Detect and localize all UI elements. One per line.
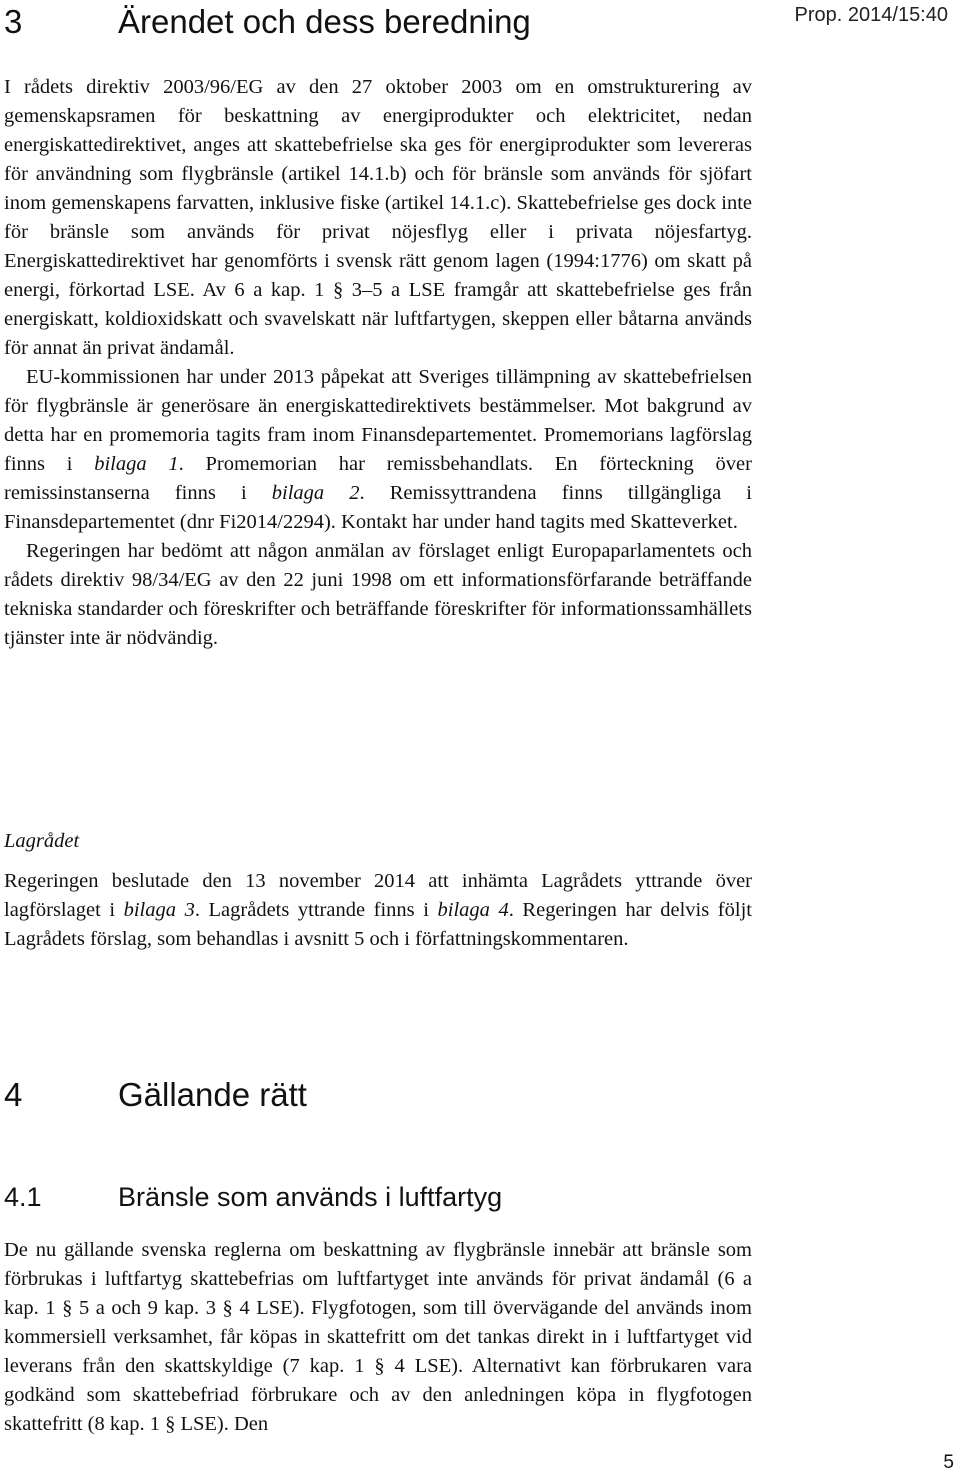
chapter-3-body	[4, 73, 752, 653]
section-title: Bränsle som används i luftfartyg	[118, 1182, 503, 1212]
chapter-number: 3	[4, 3, 23, 40]
lagradet-body	[4, 867, 752, 954]
section-4-1-heading	[4, 1180, 502, 1214]
chapter-4-heading	[4, 1075, 307, 1115]
chapter-number: 4	[4, 1076, 23, 1113]
appendix-ref: bilaga 3	[123, 899, 195, 921]
paragraph: Regeringen beslutade den 13 november 2014 att inhämta Lagrådets yttrande över lagförslaget i bilaga 3. Lagrådets yttrande finns i bilaga 4. Regeringen har delvis följt Lagrådets förslag, som behandlas i avsnitt 5 och i författningskommentaren.	[4, 870, 752, 950]
subheading-lagradet: Lagrådet	[4, 830, 80, 852]
section-number: 4.1	[4, 1182, 42, 1212]
appendix-ref: bilaga 1	[94, 453, 179, 475]
paragraph: EU-kommissionen har under 2013 påpekat att Sveriges tillämpning av skattebefrielsen för flygbränsle är generösare än energiskattedirektivets bestämmelser. Mot bakgrund av detta har en promemoria tagits fram inom Finansdepartementet. Promemorians lagförslag finns i bilaga 1. Promemorian har remissbehandlats. En förteckning över remissinstanserna finns i bilaga 2. Remissyttrandena finns tillgängliga i Finansdepartementet (dnr Fi2014/2294). Kontakt har under hand tagits med Skatteverket.	[4, 366, 752, 533]
chapter-title: Gällande rätt	[118, 1076, 307, 1113]
appendix-ref: bilaga 4	[437, 899, 509, 921]
page-number: 5	[943, 1452, 954, 1473]
paragraph: De nu gällande svenska reglerna om beskattning av flygbränsle innebär att bränsle som förbrukas i luftfartyg skattebefrias om luftfartyget inte används för privat ändamål (6 a kap. 1 § 5 a och 9 kap. 3 § 4 LSE). Flygfotogen, som till övervägande del används inom kommersiell verksamhet, får köpas in skattefritt om det tankas direkt in i luftfartyget vid leverans från den skattskyldige (7 kap. 1 § 4 LSE). Alternativt kan förbrukaren vara godkänd som skattebefriad förbrukare och av den anledningen köpa in flygfotogen skattefritt (8 kap. 1 § LSE). Den	[4, 1239, 752, 1435]
paragraph: I rådets direktiv 2003/96/EG av den 27 oktober 2003 om en omstrukturering av gemenskapsramen för beskattning av energiprodukter och elektricitet, nedan energiskattedirektivet, anges att skattebefrielse ska ges för energiprodukter som levereras för användning som flygbränsle (artikel 14.1.b) och för bränsle som används för sjöfart inom gemenskapens farvatten, inklusive fiske (artikel 14.1.c). Skattebefrielse ges dock inte för bränsle som används för privat nöjesflyg eller i privata nöjesfartyg. Energiskattedirektivet har genomförts i svensk rätt genom lagen (1994:1776) om skatt på energi, förkortad LSE. Av 6 a kap. 1 § 3–5 a LSE framgår att skattebefrielse ges från energiskatt, koldioxidskatt och svavelskatt när luftfartygen, skeppen eller båtarna används för annat än privat ändamål.	[4, 76, 752, 359]
chapter-3-heading	[4, 2, 531, 42]
section-4-1-body	[4, 1236, 752, 1439]
appendix-ref: bilaga 2	[271, 482, 360, 504]
prop-reference: Prop. 2014/15:40	[794, 4, 948, 26]
paragraph: Regeringen har bedömt att någon anmälan av förslaget enligt Europaparlamentets och rådets direktiv 98/34/EG av den 22 juni 1998 om ett informationsförfarande beträffande tekniska standarder och föreskrifter och beträffande föreskrifter för informationssamhällets tjänster inte är nödvändig.	[4, 540, 752, 649]
chapter-title: Ärendet och dess beredning	[118, 3, 531, 40]
